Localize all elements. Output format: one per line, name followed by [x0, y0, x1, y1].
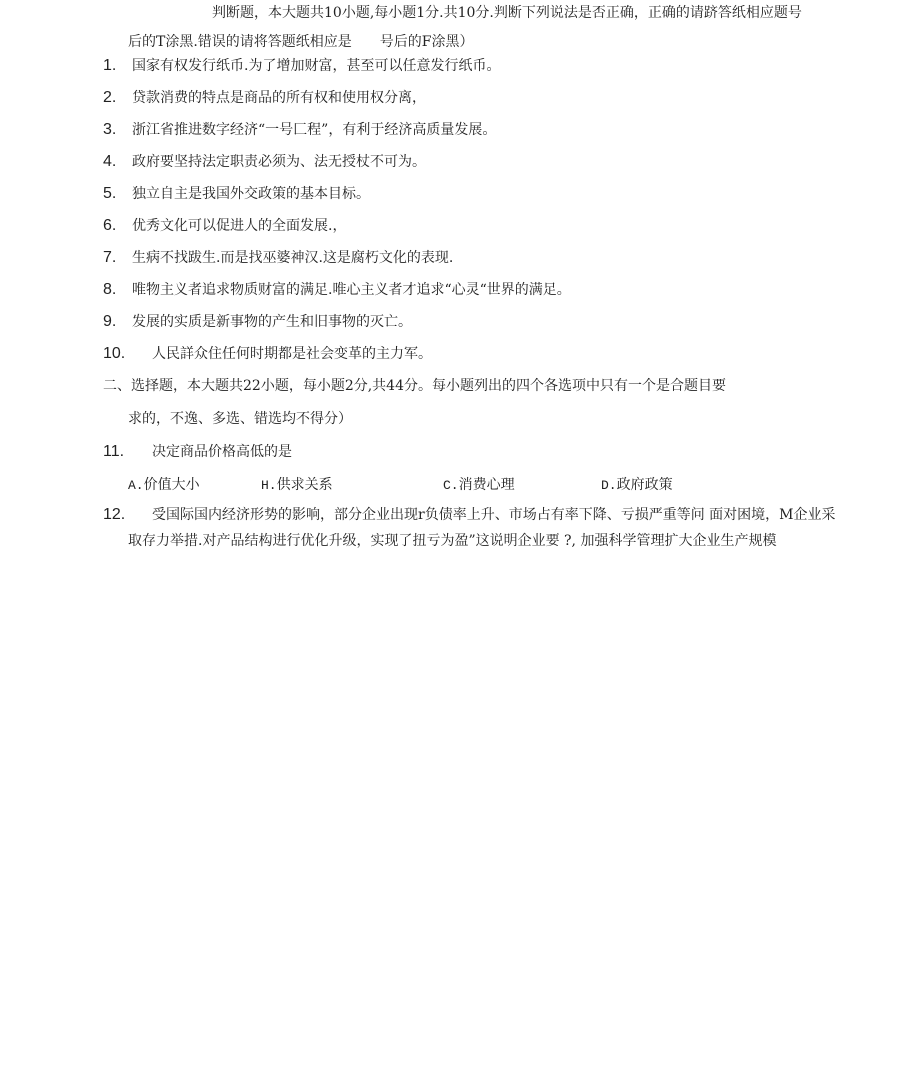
question-number: 4. — [103, 153, 117, 170]
question-text: 唯物主义者追求物质财富的满足.唯心主义者才追求“心灵“世界的满足。 — [132, 282, 571, 298]
option-a — [128, 475, 200, 496]
question-text: 国家有权发行纸币.为了增加财富，甚至可以任意发行纸币。 — [132, 58, 501, 74]
option-letter: D. — [601, 478, 617, 493]
section2-intro-line1: 二、选择题，本大题共22小题，每小题2分,共44分。每小题列出的四个各选项中只有一个是合题目要 — [103, 378, 726, 394]
option-letter: H. — [261, 478, 277, 493]
option-text: 供求关系 — [276, 477, 333, 493]
question-text: 受国际国内经济形势的影响，部分企业出现r负债率上升、市场占有率下降、亏损严重等问 面对困境，M企业采取存力举措.对产品结构进行优化升级，实现了扭亏为盈”这说明企业要 ?, 加强科学管理扩大企业生产规模 — [128, 507, 836, 549]
question-text: 生病不找跋生.而是找巫婆神汉.这是腐朽文化的表现. — [132, 250, 454, 266]
question-number: 3. — [103, 121, 117, 138]
question-number: 2. — [103, 89, 117, 106]
question-number: 12. — [103, 506, 126, 523]
option-letter: A. — [128, 478, 144, 493]
question-number: 1. — [103, 57, 117, 74]
question-text: 决定商品价格高低的是 — [152, 444, 292, 460]
option-text: 价值大小 — [143, 477, 200, 493]
option-text: 消费心理 — [458, 477, 515, 493]
question-text: 人民詳众住任何时期都是社会变革的主力军。 — [152, 346, 432, 362]
question-text: 独立自主是我国外交政策的基本目标。 — [132, 186, 370, 202]
option-c — [443, 475, 515, 496]
question-text: 浙江省推进数字经济“一号匚程”，有利于经济高质量发展。 — [132, 122, 497, 138]
question-number: 11. — [103, 443, 125, 460]
question-number: 5. — [103, 185, 117, 202]
section2-intro-line2: 求的，不逸、多选、错选均不得分） — [128, 411, 352, 427]
question-number: 8. — [103, 281, 117, 298]
option-b — [261, 475, 333, 496]
question-text: 发展的实质是新事物的产生和旧事物的灭亡。 — [132, 314, 412, 330]
option-letter: C. — [443, 478, 459, 493]
question-number: 7. — [103, 249, 117, 266]
question-text: 贷款消费的特点是商品的所有权和使用权分离， — [132, 90, 426, 106]
question-number: 6. — [103, 217, 117, 234]
option-d — [601, 475, 673, 496]
section1-intro-line2: 后的T涂黑.错误的请将答题纸相应是 号后的F涂黑） — [128, 34, 474, 50]
question-text: 优秀文化可以促进人的全面发展.， — [132, 218, 347, 234]
option-text: 政府政策 — [616, 477, 673, 493]
question-number: 10. — [103, 345, 126, 362]
section1-intro-line1: 判断题，本大题共10小题,每小题1分.共10分.判断下列说法是否正确，正确的请跻答纸相应题号 — [212, 5, 802, 21]
question-number: 9. — [103, 313, 117, 330]
question-text: 政府要坚持法定职责必须为、法无授杖不可为。 — [132, 154, 426, 170]
